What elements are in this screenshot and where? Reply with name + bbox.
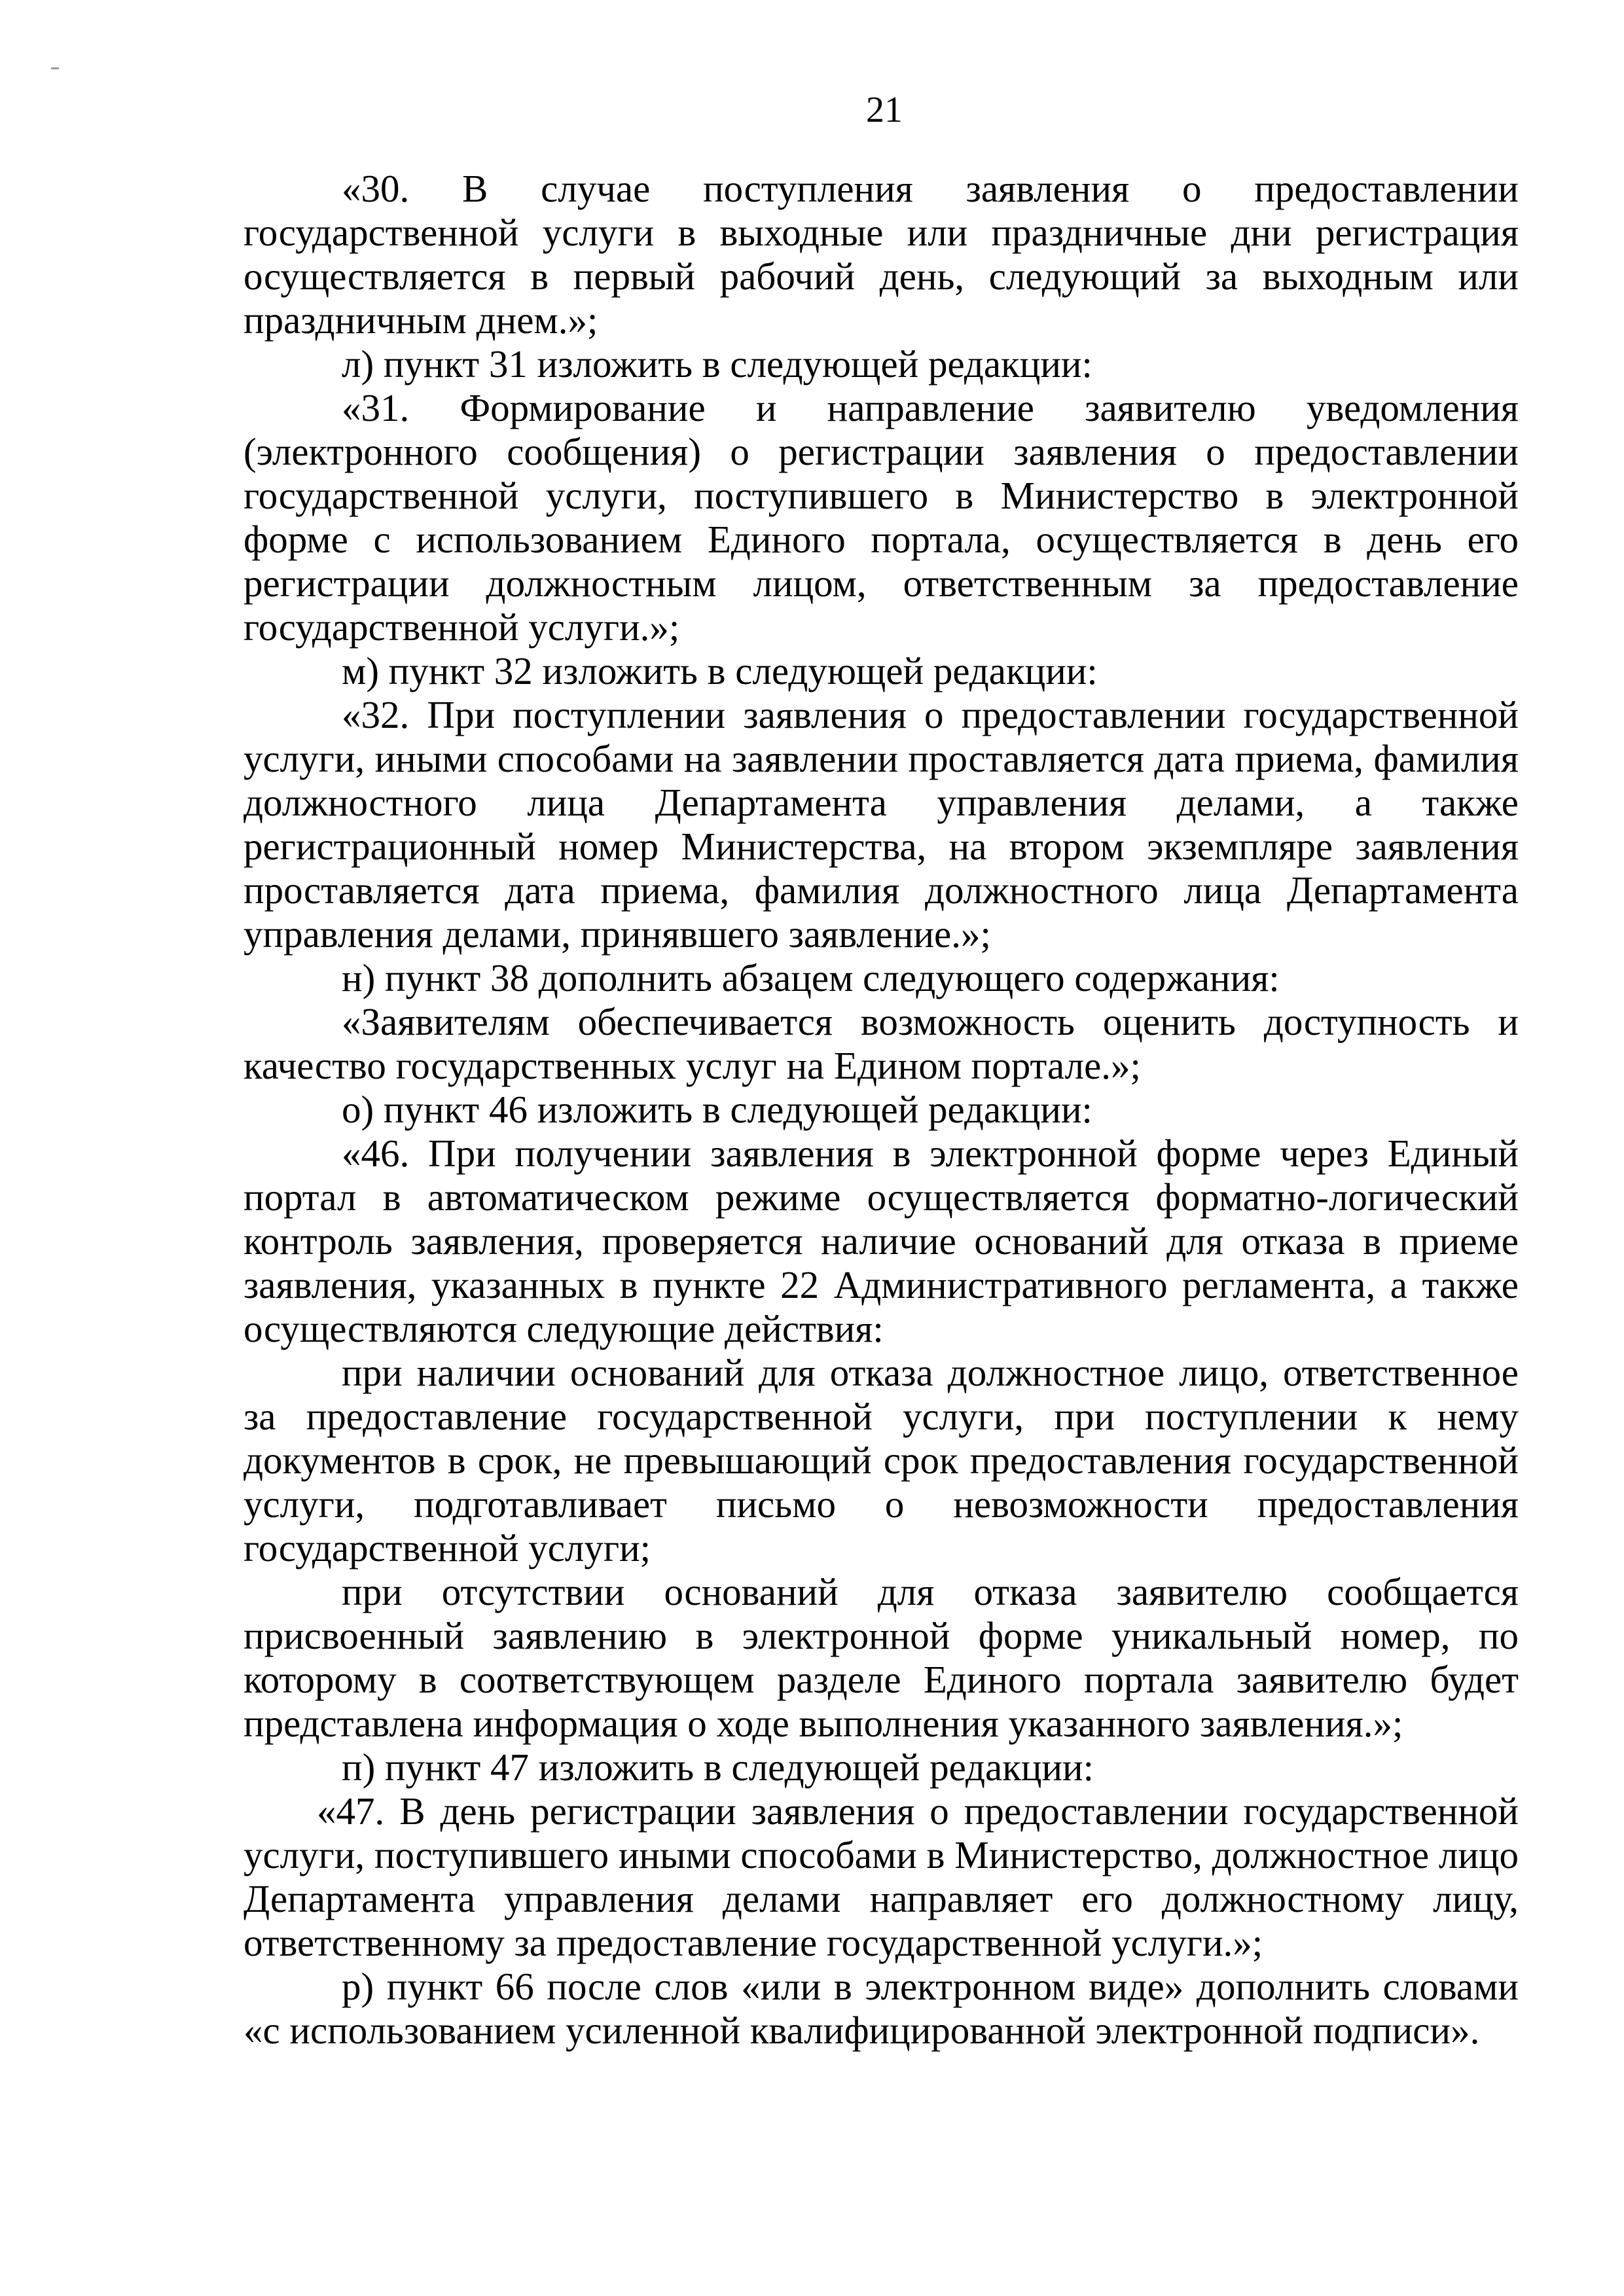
page-number: 21 xyxy=(866,90,903,130)
amendment-heading-r: р) пункт 66 после слов «или в электронном виде» дополнить словами «с использованием усиленной квалифицированной электронной подписи». xyxy=(244,1965,1519,2052)
amendment-heading-n: н) пункт 38 дополнить абзацем следующего содержания: xyxy=(342,956,1280,999)
paragraph-item-31: «31. Формирование и направление заявителю уведомления (электронного сообщения) о регистрации заявления о предоставлении государственной услуги, поступившего в Министерство в электронной форме с использованием Единого портала, осуществляется в день его регистрации должностным лицом, ответственным за предоставление государственной услуги.»; xyxy=(244,386,1519,649)
paragraph-item-32: «32. При поступлении заявления о предоставлении государственной услуги, иными способами на заявлении проставляется дата приема, фамилия должностного лица Департамента управления делами, а также регистрационный номер Министерства, на втором экземпляре заявления проставляется дата приема, фамилия должностного лица Департамента управления делами, принявшего заявление.»; xyxy=(244,693,1519,956)
paragraph-item-46-no-refusal: при отсутствии оснований для отказа заявителю сообщается присвоенный заявлению в электронной форме уникальный номер, по которому в соответствующем разделе Единого портала заявителю будет представлена информация о ходе выполнения указанного заявления.»; xyxy=(244,1570,1519,1745)
amendment-heading-l: л) пункт 31 изложить в следующей редакции: xyxy=(342,342,1092,386)
scan-speck xyxy=(51,67,59,69)
amendment-heading-m: м) пункт 32 изложить в следующей редакции: xyxy=(342,649,1098,692)
document-body xyxy=(244,167,1519,2053)
paragraph-item-46-refusal: при наличии оснований для отказа должностное лицо, ответственное за предоставление государственной услуги, при поступлении к нему документов в срок, не превышающий срок предоставления государственной услуги, подготавливает письмо о невозможности предоставления государственной услуги; xyxy=(244,1351,1519,1570)
paragraph-item-46: «46. При получении заявления в электронной форме через Единый портал в автоматическом режиме осуществляется форматно-логический контроль заявления, проверяется наличие оснований для отказа в приеме заявления, указанных в пункте 22 Административного регламента, а также осуществляются следующие действия: xyxy=(244,1132,1519,1350)
amendment-heading-o: о) пункт 46 изложить в следующей редакции: xyxy=(342,1088,1092,1131)
paragraph-item-47: «47. В день регистрации заявления о предоставлении государственной услуги, поступившего иными способами в Министерство, должностное лицо Департамента управления делами направляет его должностному лицу, ответственному за предоставление государственной услуги.»; xyxy=(244,1789,1519,1964)
paragraph-item-30: «30. В случае поступления заявления о предоставлении государственной услуги в выходные или праздничные дни регистрация осуществляется в первый рабочий день, следующий за выходным или праздничным днем.»; xyxy=(244,167,1519,342)
paragraph-item-38-addition: «Заявителям обеспечивается возможность оценить доступность и качество государственных услуг на Едином портале.»; xyxy=(244,1000,1519,1087)
amendment-heading-p: п) пункт 47 изложить в следующей редакции: xyxy=(342,1746,1094,1789)
